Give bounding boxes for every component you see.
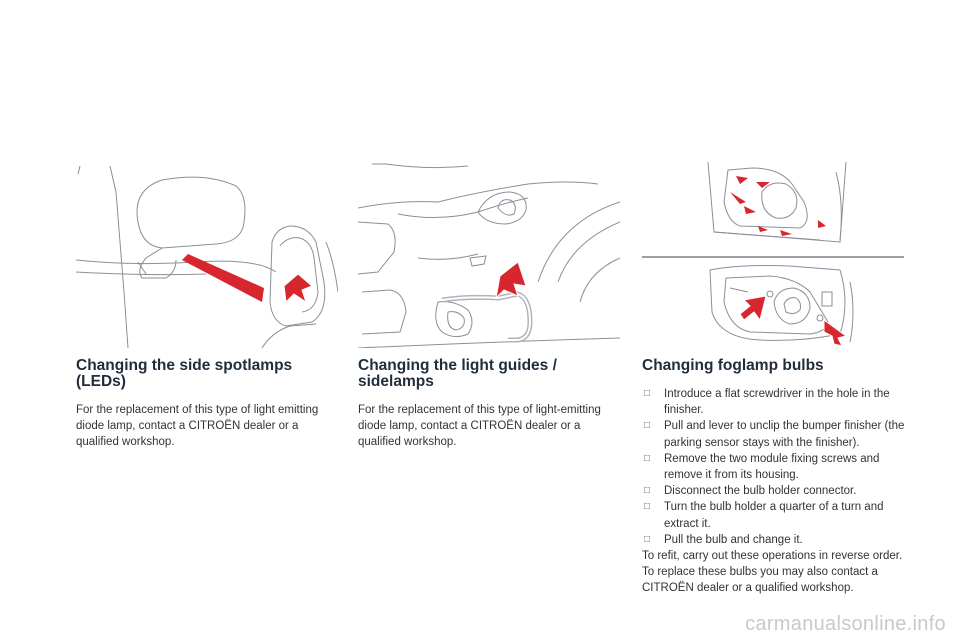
square-bullet-icon: □ (644, 533, 651, 545)
section-light-guides (358, 358, 620, 451)
foglamp-module-illustration (700, 262, 858, 346)
section-spotlamps (76, 358, 338, 451)
dealer-note: To replace these bulbs you may also contact a CITROËN dealer or a qualified workshop. (642, 566, 878, 595)
square-bullet-icon: □ (644, 485, 651, 497)
watermark: carmanualsonline.info (745, 613, 946, 635)
section-foglamps (642, 358, 912, 597)
refit-note: To refit, carry out these operations in reverse order. (642, 550, 903, 563)
square-bullet-icon: □ (644, 388, 651, 399)
list-item: □ Remove the two module fixing screws and remove it from its housing. (644, 452, 880, 482)
light-guide-illustration (358, 162, 620, 348)
list-item: □ Introduce a flat screwdriver in the hole in the finisher. (644, 388, 890, 417)
list-item: □ Turn the bulb holder a quarter of a turn and extract it. (644, 501, 884, 530)
step-list (642, 386, 912, 548)
foglamp-finisher-illustration (700, 162, 850, 256)
section-body: For the replacement of this type of light emitting diode lamp, contact a CITROËN dealer or a qualified workshop. (76, 404, 319, 449)
section-title: Changing the light guides / sidelamps (358, 357, 557, 390)
foglamp-notes (642, 548, 912, 597)
list-item: □ Disconnect the bulb holder connector. (642, 483, 912, 499)
list-item: □ Pull the bulb and change it. (642, 532, 912, 548)
section-title: Changing the side spotlamps (LEDs) (76, 357, 293, 390)
spotlamp-illustration (76, 162, 338, 348)
square-bullet-icon: □ (644, 452, 651, 464)
list-item: □ Pull and lever to unclip the bumper finisher (the parking sensor stays with the finisher). (644, 420, 905, 449)
section-body: For the replacement of this type of light-emitting diode lamp, contact a CITROËN dealer or a qualified workshop. (358, 404, 601, 449)
section-divider (642, 256, 904, 258)
square-bullet-icon: □ (644, 420, 651, 432)
section-title: Changing foglamp bulbs (642, 357, 824, 374)
square-bullet-icon: □ (644, 501, 651, 513)
